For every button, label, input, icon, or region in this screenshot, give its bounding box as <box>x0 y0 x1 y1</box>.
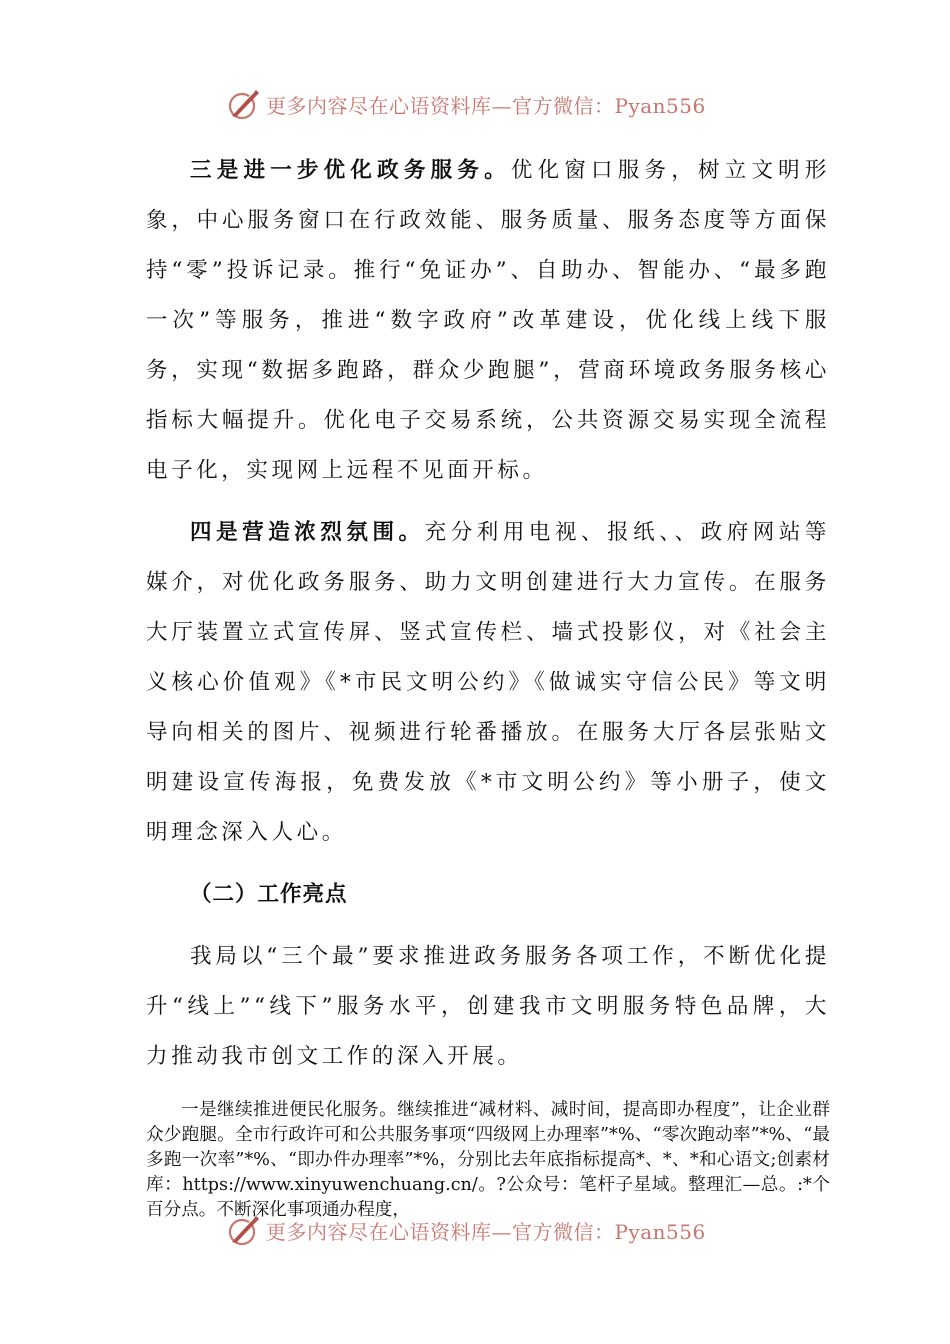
paragraph-atmosphere <box>146 508 830 858</box>
watermark-text: 更多内容尽在心语资料库—官方微信：Pyan556 <box>266 93 706 118</box>
quill-logo-icon <box>226 86 262 122</box>
paragraph-optimize-service <box>146 146 830 496</box>
paragraph-highlights: 我局以“三个最”要求推进政务服务各项工作，不断优化提升“线上”“线下”服务水平，创建我市文明服务特色品牌，大力推动我市创文工作的深入开展。 <box>146 944 830 1069</box>
watermark-header <box>226 84 706 124</box>
watermark-footer <box>226 1210 706 1250</box>
paragraph-lead: 四是营造浓烈氛围。 <box>190 520 425 545</box>
paragraph-lead: 三是进一步优化政务服务。 <box>190 158 511 183</box>
watermark-text: 更多内容尽在心语资料库—官方微信：Pyan556 <box>266 1219 706 1244</box>
paragraph-text: 充分利用电视、报纸、、政府网站等媒介，对优化政务服务、助力文明创建进行大力宣传。在服务大厅装置立式宣传屏、竖式宣传栏、墙式投影仪，对《社会主义核心价值观》《*市民文明公约》《做诚实守信公民》等文明导向相关的图片、视频进行轮番播放。在服务大厅各层张贴文明建设宣传海报，免费发放《*市文明公约》等小册子，使文明理念深入人心。 <box>146 520 830 845</box>
quill-logo-icon <box>226 1212 262 1248</box>
document-body <box>146 146 830 1223</box>
paragraph-convenience-service: 一是继续推进便民化服务。继续推进“减材料、减时间，提高即办程度”，让企业群众少跑腿。全市行政许可和公共服务事项“四级网上办理率”*%、“零次跑动率”*%、“最多跑一次率”*%、“即办件办理率”*%，分别比去年底指标提高*、*、*和心语文;创素材库：https://www.xinyuwenchuang.cn/。?公众号：笔杆子星域。整理汇—总。:*个百分点。不断深化事项通办程度， <box>146 1100 830 1220</box>
section-heading: （二）工作亮点 <box>190 882 348 907</box>
paragraph-text: 优化窗口服务，树立文明形象，中心服务窗口在行政效能、服务质量、服务态度等方面保持“零”投诉记录。推行“免证办”、自助办、智能办、“最多跑一次”等服务，推进“数字政府”改革建设，优化线上线下服务，实现“数据多跑路，群众少跑腿”，营商环境政务服务核心指标大幅提升。优化电子交易系统，公共资源交易实现全流程电子化，实现网上远程不见面开标。 <box>146 158 831 483</box>
